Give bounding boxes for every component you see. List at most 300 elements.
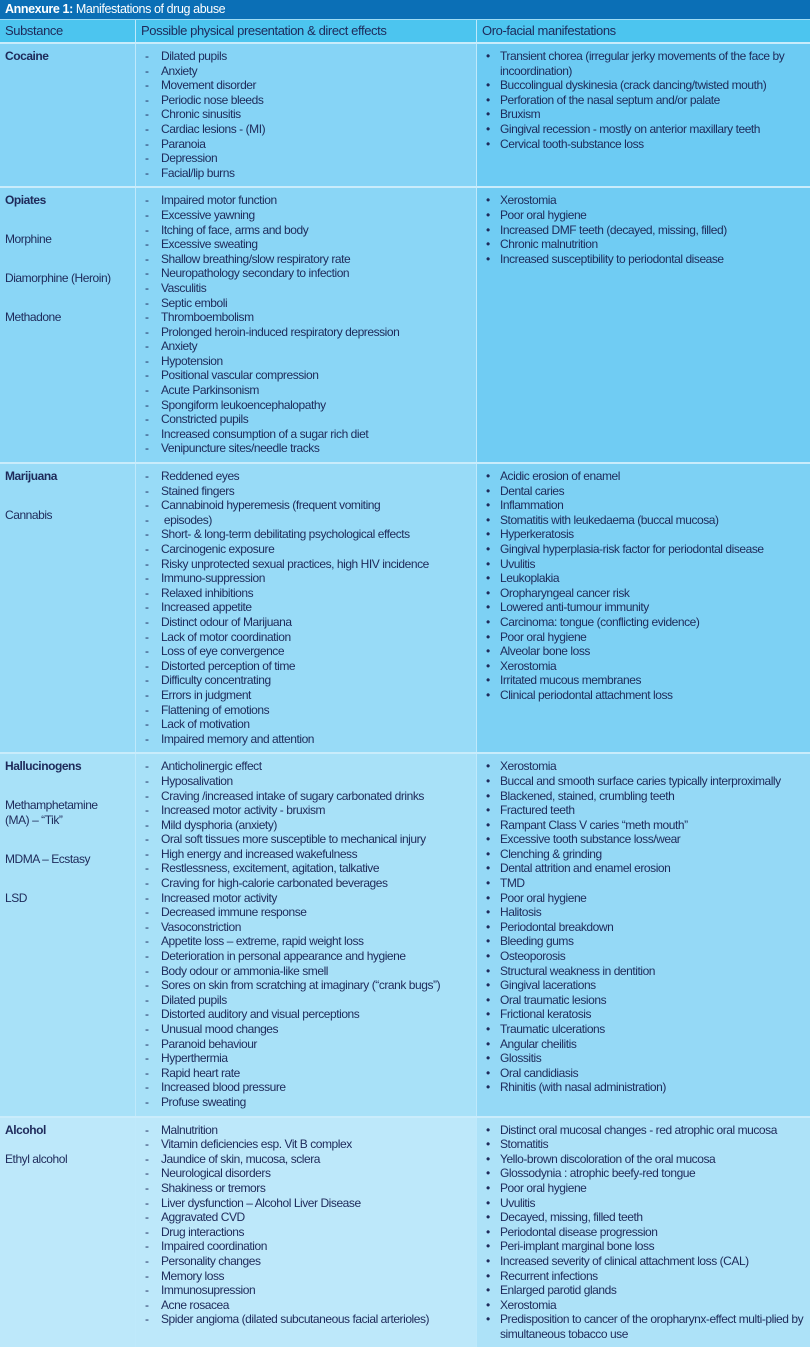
oro-cell [476,464,810,752]
bullet-icon: • [486,919,490,934]
effect-item: - Neurological disorders [141,1166,476,1181]
oro-item [482,832,810,847]
oro-text: Oral candidiasis [500,1065,579,1080]
oro-item [482,934,810,949]
substance-alias: LSD [5,890,27,905]
oro-text: Frictional keratosis [500,1007,592,1022]
bullet-icon: • [486,978,490,993]
oro-item [482,49,810,78]
effect-item: - Depression [141,151,476,166]
oro-item [482,484,810,499]
header-substance: Substance [5,23,63,38]
oro-item [482,789,810,804]
table-body [0,42,810,1347]
oro-item [482,571,810,586]
effect-item: - Jaundice of skin, mucosa, sclera [141,1152,476,1167]
effect-item: - Distinct odour of Marijuana [141,615,476,630]
effect-item: - Venipuncture sites/needle tracks [141,441,476,456]
bullet-icon: • [486,78,490,93]
effect-item: - episodes) [141,513,476,528]
substance-alias: Cannabis [5,508,53,523]
oro-item [482,223,810,238]
effect-item: - Flattening of emotions [141,703,476,718]
oro-text: Oropharyngeal cancer risk [500,585,630,600]
oro-text: Glossitis [500,1051,542,1066]
bullet-icon: • [486,512,490,527]
bullet-icon: • [486,832,490,847]
oro-text: Predisposition to cancer of the oropharynx-effect multi-plied by simultaneous tobacco use [500,1312,804,1341]
oro-item [482,949,810,964]
oro-text: Xerostomia [500,193,557,208]
bullet-icon: • [486,1022,490,1036]
effect-item: - Increased blood pressure [141,1080,476,1095]
table-row [0,462,810,752]
bullet-icon: • [486,1065,490,1080]
oro-text: Lowered anti-tumour immunity [500,600,649,615]
effect-item: - Sores on skin from scratching at imaginary (“crank bugs”) [141,978,476,993]
effect-item: - Decreased immune response [141,905,476,920]
oro-item [482,644,810,659]
oro-item [482,1022,810,1037]
bullet-icon: • [486,92,490,107]
bullet-icon: • [486,1180,490,1195]
bullet-icon: • [486,1195,490,1210]
substance-alias: Methadone [5,310,61,325]
oro-text: Dental attrition and enamel erosion [500,861,671,876]
bullet-icon: • [486,600,490,615]
oro-text: Poor oral hygiene [500,207,587,222]
oro-item [482,208,810,223]
effect-item: - Paranoid behaviour [141,1037,476,1052]
oro-text: Osteoporosis [500,949,566,964]
oro-item [482,1037,810,1052]
oro-item [482,774,810,789]
substance-name: Opiates [5,193,46,208]
effect-item: - Impaired memory and attention [141,732,476,747]
header-row [0,19,810,42]
effect-item: - Paranoia [141,137,476,152]
bullet-icon: • [486,658,490,673]
effect-item: - Vasoconstriction [141,920,476,935]
effect-item: - Positional vascular compression [141,368,476,383]
effect-item: - Spongiform leukoencephalopathy [141,398,476,413]
oro-item [482,1152,810,1167]
bullet-icon: • [486,963,490,978]
bullet-icon: • [486,817,490,832]
effect-item: - Itching of face, arms and body [141,223,476,238]
oro-text: Traumatic ulcerations [500,1022,605,1036]
bullet-icon: • [486,542,490,556]
oro-item [482,1269,810,1284]
bullet-icon: • [486,890,490,905]
oro-item [482,600,810,615]
oro-text: Uvulitis [500,556,536,571]
oro-item [482,586,810,601]
effect-item: - Hyperthermia [141,1051,476,1066]
bullet-icon: • [486,483,490,498]
effect-item: - Vitamin deficiencies esp. Vit B complex [141,1137,476,1152]
bullet-icon: • [486,121,490,136]
oro-text: Bleeding gums [500,934,574,949]
oro-item [482,542,810,557]
effect-item: - Impaired coordination [141,1239,476,1254]
oro-text: Increased DMF teeth (decayed, missing, filled) [500,222,727,237]
effect-item: - Facial/lip burns [141,166,476,181]
bullet-icon: • [486,1283,490,1298]
oro-item [482,1196,810,1211]
effect-item: - Thromboembolism [141,310,476,325]
bullet-icon: • [486,251,490,266]
bullet-icon: • [486,556,490,571]
bullet-icon: • [486,1137,490,1152]
oro-text: Poor oral hygiene [500,629,587,644]
oro-item [482,1225,810,1240]
bullet-icon: • [486,1253,490,1268]
bullet-icon: • [486,136,490,151]
bullet-icon: • [486,1224,490,1239]
oro-item [482,1312,810,1341]
table-row [0,186,810,462]
oro-text: Structural weakness in dentition [500,963,656,978]
oro-cell [476,44,810,186]
effect-item: - Drug interactions [141,1225,476,1240]
oro-item [482,1181,810,1196]
oro-item [482,527,810,542]
effect-item: - Increased motor activity - bruxism [141,803,476,818]
effect-item: - Increased appetite [141,600,476,615]
title-text: Manifestations of drug abuse [72,2,226,16]
oro-text: Fractured teeth [500,803,575,818]
effect-item: - Errors in judgment [141,688,476,703]
effect-item: - Periodic nose bleeds [141,93,476,108]
oro-text: Stomatitis with leukedaema (buccal mucosa) [500,512,719,527]
oro-text: Bruxism [500,107,541,122]
oro-text: TMD [500,876,525,891]
effect-item: - Memory loss [141,1269,476,1284]
oro-item [482,1066,810,1081]
bullet-icon: • [486,644,490,659]
bullet-icon: • [486,222,490,237]
oro-text: Oral traumatic lesions [500,992,607,1007]
substance-cell [0,464,135,752]
effect-item: - Anxiety [141,339,476,354]
bullet-icon: • [486,773,490,788]
oro-text: Gingival hyperplasia-risk factor for periodontal disease [500,542,764,556]
table-row [0,1116,810,1347]
effect-item: - Deterioration in personal appearance and hygiene [141,949,476,964]
header-oro: Oro-facial manifestations [476,20,810,42]
effect-item: - Stained fingers [141,484,476,499]
oro-item [482,861,810,876]
oro-text: Xerostomia [500,759,557,774]
oro-item [482,818,810,833]
effect-item: - Shallow breathing/slow respiratory rate [141,252,476,267]
oro-text: Periodontal breakdown [500,919,614,934]
effect-item: - Movement disorder [141,78,476,93]
bullet-icon: • [486,585,490,600]
effect-item: - Dilated pupils [141,993,476,1008]
bullet-icon: • [486,1051,490,1066]
effect-item: - Anxiety [141,64,476,79]
oro-cell [476,754,810,1115]
header-effects: Possible physical presentation & direct effects [135,20,476,42]
effect-item: - Excessive yawning [141,208,476,223]
effect-item: - Profuse sweating [141,1095,476,1110]
bullet-icon: • [486,1007,490,1022]
effect-item: - Increased motor activity [141,891,476,906]
effect-item: - Loss of eye convergence [141,644,476,659]
oro-item [482,1254,810,1269]
effect-item: - Constricted pupils [141,412,476,427]
oro-item [482,137,810,152]
annexure-label: Annexure 1: [5,2,73,16]
oro-item [482,920,810,935]
oro-item [482,615,810,630]
oro-text: Alveolar bone loss [500,644,590,659]
bullet-icon: • [486,1036,490,1051]
substance-alias: Diamorphine (Heroin) [5,271,111,286]
oro-text: Distinct oral mucosal changes - red atrophic oral mucosa [500,1122,777,1137]
oro-text: Blackened, stained, crumbling teeth [500,788,675,803]
oro-text: Increased susceptibility to periodontal disease [500,251,724,266]
effect-item: - Restlessness, excitement, agitation, talkative [141,861,476,876]
effect-item: - Oral soft tissues more susceptible to mechanical injury [141,832,476,847]
oro-text: Leukoplakia [500,571,560,586]
bullet-icon: • [486,905,490,920]
effect-item: - Excessive sweating [141,237,476,252]
oro-text: Increased severity of clinical attachment loss (CAL) [500,1253,749,1268]
table-row [0,752,810,1115]
oro-text: Inflammation [500,498,564,513]
effect-item: - Distorted auditory and visual perceptions [141,1007,476,1022]
oro-text: Hyperkeratosis [500,527,574,542]
oro-item [482,847,810,862]
oro-text: Enlarged parotid glands [500,1283,617,1298]
effect-item: - Vasculitis [141,281,476,296]
oro-item [482,1283,810,1298]
oro-text: Dental caries [500,483,565,498]
effect-item: - Craving for high-calorie carbonated beverages [141,876,476,891]
effect-item: - Prolonged heroin-induced respiratory depression [141,325,476,340]
bullet-icon: • [486,803,490,818]
oro-item [482,93,810,108]
bullet-icon: • [486,49,490,63]
bullet-icon: • [486,629,490,644]
effects-cell [135,754,476,1115]
oro-item [482,1239,810,1254]
effect-item: - Acute Parkinsonism [141,383,476,398]
effect-item: - Hypotension [141,354,476,369]
oro-text: Uvulitis [500,1195,536,1210]
oro-item [482,1137,810,1152]
oro-text: Excessive tooth substance loss/wear [500,832,681,847]
effect-item: - Aggravated CVD [141,1210,476,1225]
substance-name: Hallucinogens [5,759,82,774]
bullet-icon: • [486,687,490,702]
oro-item [482,1298,810,1313]
oro-item [482,673,810,688]
oro-text: Buccolingual dyskinesia (crack dancing/twisted mouth) [500,78,767,93]
oro-text: Poor oral hygiene [500,890,587,905]
substance-name: Cocaine [5,49,49,63]
oro-text: Chronic malnutrition [500,237,598,252]
oro-item [482,193,810,208]
oro-item [482,759,810,774]
effect-item: - Short- & long-term debilitating psychological effects [141,527,476,542]
oro-text: Rampant Class V caries “meth mouth” [500,817,688,832]
bullet-icon: • [486,527,490,542]
effect-item: - Appetite loss – extreme, rapid weight loss [141,934,476,949]
oro-text: Gingival recession - mostly on anterior maxillary teeth [500,121,761,136]
bullet-icon: • [486,1166,490,1181]
oro-item [482,630,810,645]
oro-text: Carcinoma: tongue (conflicting evidence) [500,614,700,629]
substance-name: Marijuana [5,469,57,484]
oro-item [482,107,810,122]
effect-item: - Cannabinoid hyperemesis (frequent vomiting [141,498,476,513]
oro-item [482,252,810,267]
oro-text: Xerostomia [500,1297,557,1312]
oro-item [482,1166,810,1181]
bullet-icon: • [486,1239,490,1254]
oro-text: Xerostomia [500,658,557,673]
oro-text: Rhinitis (with nasal administration) [500,1080,666,1095]
effect-item: - Difficulty concentrating [141,673,476,688]
effect-item: - Carcinogenic exposure [141,542,476,557]
effect-item: - High energy and increased wakefulness [141,847,476,862]
effect-item: - Immuno-suppression [141,571,476,586]
bullet-icon: • [486,1080,490,1095]
oro-text: Cervical tooth-substance loss [500,136,644,151]
oro-text: Halitosis [500,905,542,920]
oro-text: Poor oral hygiene [500,1180,587,1195]
oro-item [482,688,810,703]
substance-alias: MDMA – Ecstasy [5,851,91,866]
oro-item [482,1051,810,1066]
oro-item [482,905,810,920]
oro-text: Clenching & grinding [500,846,602,861]
table-row [0,42,810,186]
oro-text: Angular cheilitis [500,1036,577,1051]
oro-text: Transient chorea (irregular jerky movements of the face by incoordination) [500,49,785,78]
effect-item: - Chronic sinusitis [141,107,476,122]
oro-item [482,237,810,252]
oro-item [482,557,810,572]
bullet-icon: • [486,498,490,513]
substance-cell [0,1118,135,1347]
effect-item: - Increased consumption of a sugar rich diet [141,427,476,442]
substance-alias: Ethyl alcohol [5,1151,68,1166]
effect-item: - Mild dysphoria (anxiety) [141,818,476,833]
effect-item: - Shakiness or tremors [141,1181,476,1196]
oro-text: Perforation of the nasal septum and/or palate [500,92,720,107]
oro-text: Stomatitis [500,1137,549,1152]
effect-item: - Reddened eyes [141,469,476,484]
bullet-icon: • [486,1210,490,1225]
bullet-icon: • [486,861,490,876]
bullet-icon: • [486,992,490,1007]
oro-text: Recurrent infections [500,1268,598,1283]
bullet-icon: • [486,107,490,122]
effect-item: - Dilated pupils [141,49,476,64]
effect-item: - Septic emboli [141,296,476,311]
oro-text: Acidic erosion of enamel [500,469,620,484]
bullet-icon: • [486,949,490,964]
bullet-icon: • [486,1268,490,1283]
effect-item: - Malnutrition [141,1123,476,1138]
effect-item: - Lack of motivation [141,717,476,732]
oro-text: Glossodynia : atrophic beefy-red tongue [500,1166,696,1181]
effect-item: - Impaired motor function [141,193,476,208]
effect-item: - Lack of motor coordination [141,630,476,645]
effect-item: - Liver dysfunction – Alcohol Liver Disease [141,1196,476,1211]
bullet-icon: • [486,237,490,252]
oro-text: Decayed, missing, filled teeth [500,1210,643,1225]
bullet-icon: • [486,788,490,803]
oro-text: Irritated mucous membranes [500,673,642,688]
bullet-icon: • [486,759,490,774]
effect-item: - Hyposalivation [141,774,476,789]
oro-item [482,964,810,979]
oro-text: Periodontal disease progression [500,1224,658,1239]
bullet-icon: • [486,614,490,629]
oro-item [482,498,810,513]
oro-item [482,803,810,818]
oro-item [482,513,810,528]
bullet-icon: • [486,934,490,949]
effect-item: - Acne rosacea [141,1298,476,1313]
bullet-icon: • [486,1297,490,1312]
bullet-icon: • [486,193,490,208]
effect-item: - Personality changes [141,1254,476,1269]
effect-item: - Rapid heart rate [141,1066,476,1081]
substance-cell [0,44,135,186]
effect-item: - Immunosupression [141,1283,476,1298]
oro-text: Gingival lacerations [500,978,596,993]
oro-item [482,978,810,993]
substance-alias: Methamphetamine (MA) – “Tik” [5,798,98,827]
substance-alias: Morphine [5,232,52,247]
effect-item: - Spider angioma (dilated subcutaneous facial arterioles) [141,1312,476,1327]
oro-item [482,659,810,674]
effects-cell [135,188,476,462]
oro-item [482,993,810,1008]
oro-item [482,1080,810,1095]
effects-cell [135,464,476,752]
effect-item: - Neuropathology secondary to infection [141,266,476,281]
effect-item: - Relaxed inhibitions [141,586,476,601]
bullet-icon: • [486,207,490,222]
oro-item [482,1210,810,1225]
oro-item [482,891,810,906]
oro-text: Buccal and smooth surface caries typically interproximally [500,773,781,788]
oro-text: Clinical periodontal attachment loss [500,687,673,702]
bullet-icon: • [486,673,490,688]
bullet-icon: • [486,1122,490,1137]
effect-item: - Cardiac lesions - (MI) [141,122,476,137]
substance-cell [0,188,135,462]
effect-item: - Distorted perception of time [141,659,476,674]
oro-item [482,1007,810,1022]
table-title [0,0,810,19]
bullet-icon: • [486,469,490,484]
effect-item: - Anticholinergic effect [141,759,476,774]
oro-cell [476,188,810,462]
oro-cell [476,1118,810,1347]
effect-item: - Body odour or ammonia-like smell [141,964,476,979]
effect-item: - Unusual mood changes [141,1022,476,1037]
bullet-icon: • [486,571,490,586]
